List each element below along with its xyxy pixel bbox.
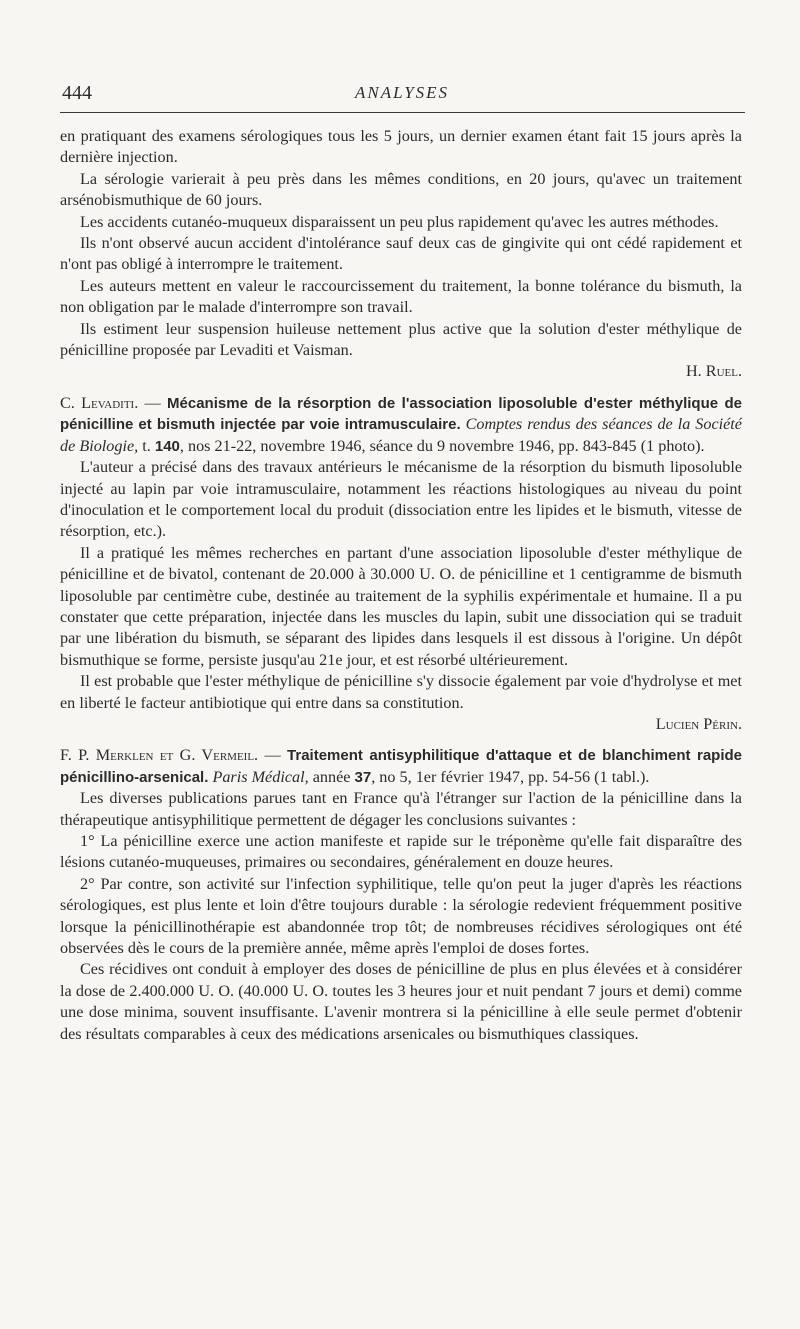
article2-paragraph: Ces récidives ont conduit à employer des doses de pénicilline de plus en plus élevées et à considérer la dose de 2.400.000 U. O. (40.000 U. O. toutes les 3 heures jour et nuit pendant 7 jours et demi) comme une dose minima, souvent insuffisante. L'avenir montrera si la pénicilline à elle seule permet d'obtenir des résultats comparables à ceux des médications arsenicales ou bismuthiques classiques. (60, 960, 742, 1043)
article2-paragraph: Les diverses publications parues tant en France qu'à l'étranger sur l'action de la pénicilline dans la thérapeutique antisyphilitique permettent de dégager les conclusions suivantes : (60, 789, 742, 829)
article1-paragraph: Il est probable que l'ester méthylique de pénicilline s'y dissocie également par voie d'hydrolyse et met en liberté le facteur antibiotique qui entre dans sa constitution. (60, 672, 742, 712)
page-number: 444 (62, 82, 92, 104)
article2-reference (60, 745, 742, 788)
intro-paragraph: Ils estiment leur suspension huileuse nettement plus active que la solution d'ester méthylique de pénicilline proposée par Levaditi et Vaisman. (60, 319, 742, 360)
intro-paragraph: Les accidents cutanéo-muqueux disparaissent un peu plus rapidement qu'avec les autres méthodes. (80, 212, 719, 231)
article1-details: , nos 21-22, novembre 1946, séance du 9 novembre 1946, pp. 843-845 (1 photo). (179, 436, 705, 455)
article1-reference (60, 393, 742, 457)
intro-signature (60, 361, 742, 382)
article2-author: F. P. Merklen et G. Vermeil. (60, 746, 259, 765)
intro-paragraph: Les auteurs mettent en valeur le raccourcissement du traitement, la bonne tolérance du bismuth, la non obligation par le malade d'interrompre son travail. (60, 276, 742, 317)
article1-author: C. Levaditi. (60, 393, 139, 412)
running-title: ANALYSES (354, 83, 450, 102)
article1-publication: Comptes rendus des séances de la Société de Biologie, (60, 415, 742, 455)
article1-paragraph: L'auteur a précisé dans des travaux antérieurs le mécanisme de la résorption du bismuth liposoluble injecté au lapin par voie intramusculaire, notamment les réactions histologiques au niveau du point d'inoculation et le comportement local du produit (dissociation entre les lipides et le bismuth, vitesse de résorption, etc.). (60, 458, 742, 541)
intro-paragraph: Ils n'ont observé aucun accident d'intolérance sauf deux cas de gingivite qui ont cédé rapidement et n'ont pas obligé à interrompre le traitement. (60, 234, 742, 274)
article1-title: Mécanisme de la résorption de l'association liposoluble d'ester méthylique de pénicilline et bismuth injectée par voie intramusculaire. (60, 394, 743, 434)
signature-text: H. Ruel. (685, 362, 742, 381)
article2-details: , no 5, 1er février 1947, pp. 54-56 (1 tabl.). (371, 767, 650, 786)
signature-text: Lucien Périn. (655, 714, 742, 733)
article2-title: Traitement antisyphilitique d'attaque et de blanchiment rapide pénicillino-arsenical. (60, 747, 742, 786)
article1-volume: 140 (154, 437, 180, 455)
header-rule (60, 112, 745, 113)
intro-paragraph: en pratiquant des examens sérologiques tous les 5 jours, un dernier examen étant fait 15 jours après la dernière injection. (60, 127, 742, 167)
article2-paragraph: 1° La pénicilline exerce une action manifeste et rapide sur le tréponème qu'elle fait disparaître des lésions cutanéo-muqueuses, primaires ou secondaires, généralement en douze heures. (60, 832, 742, 872)
intro-paragraph: La sérologie varierait à peu près dans les mêmes conditions, en 20 jours, qu'avec un traitement arsénobismuthique de 60 jours. (60, 169, 742, 210)
article2-volume-prefix: année (308, 767, 355, 786)
article1-volume-prefix: t. (138, 436, 155, 455)
article2-publication: Paris Médical, (212, 767, 309, 786)
page-body (60, 126, 742, 1045)
article2-paragraph: 2° Par contre, son activité sur l'infection syphilitique, telle qu'on peut la juger d'après les réactions sérologiques, est plus lente et loin d'être toujours durable : la sérologie redevient fréquemment positive lorsque la pénicillinothérapie est abandonnée trop tôt; de nombreuses récidives sérologiques ont été observées dès le cours de la première année, même après l'emploi de doses fortes. (60, 874, 742, 958)
article2-volume: 37 (354, 768, 372, 786)
article2-dash: — (258, 746, 288, 765)
article1-paragraph: Il a pratiqué les mêmes recherches en partant d'une association liposoluble d'ester méthylique de pénicilline et de bivatol, contenant de 20.000 à 30.000 U. O. de pénicilline et 1 centigramme de bismuth liposoluble par centimètre cube, destinée au traitement de la syphilis expérimentale et humaine. Il a pu constater que cette préparation, injectée dans les muscles du lapin, subit une dissociation qui se traduit par une libération du bismuth, se séparant des lipides dans lesquels il est dissous à l'origine. Un dépôt bismuthique se forme, persiste jusqu'au 21e jour, et est résorbé ultérieurement. (60, 543, 742, 669)
article1-signature (60, 714, 742, 735)
article1-dash: — (138, 393, 168, 412)
page-header (62, 82, 742, 106)
